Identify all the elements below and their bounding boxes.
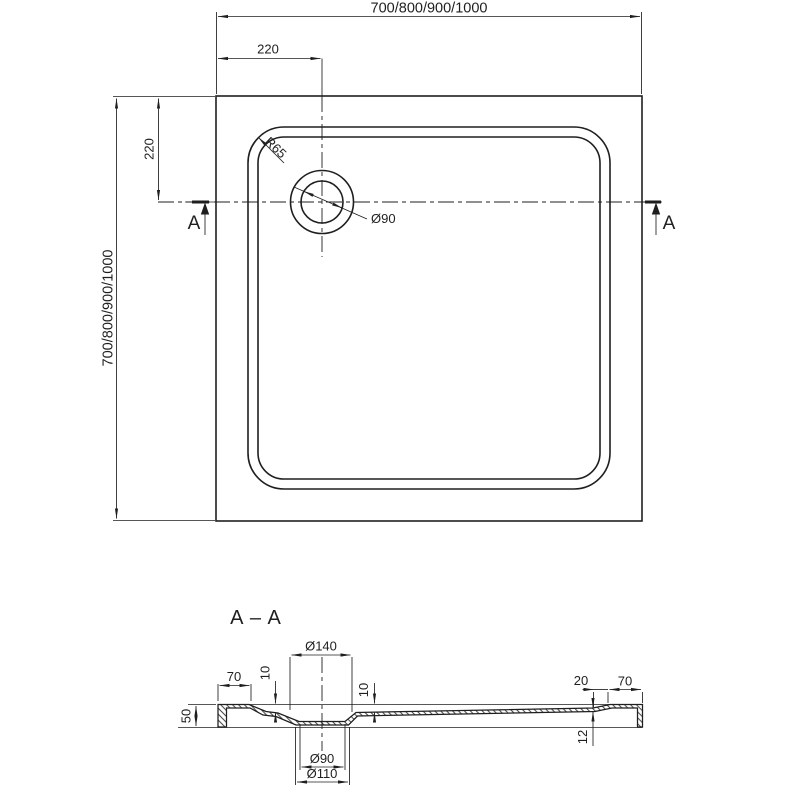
recess-top-extension-lines — [290, 657, 352, 712]
dim-drain-offset-x: 220 — [257, 41, 279, 57]
left-flange-extension-lines — [218, 684, 251, 701]
drain-diameter-arrow-1 — [304, 191, 312, 195]
dim-drain-hole-diameter: Ø90 — [309, 751, 335, 766]
dim-edge-thickness: 12 — [575, 729, 590, 745]
top-view — [101, 1, 676, 522]
height-extension-lines — [113, 97, 215, 521]
dim-recess-top-diameter: Ø140 — [305, 638, 337, 654]
dim-left-flange-width: 70 — [226, 669, 242, 684]
dim-left-step: 10 — [257, 665, 273, 681]
section-profile — [218, 705, 643, 728]
dim-right-step: 10 — [356, 682, 371, 698]
tray-rim-outer-line — [248, 127, 610, 489]
section-cut-arrow-right — [642, 202, 676, 235]
tray-rim-inner-line — [258, 137, 600, 479]
width-extension-lines — [217, 12, 642, 94]
section-marker-left-label: A — [187, 213, 201, 234]
section-cut-arrow-left — [185, 202, 214, 235]
section-view — [178, 607, 643, 785]
dim-right-flange-width: 70 — [617, 673, 633, 689]
drain-diameter-label: Ø90 — [371, 211, 396, 226]
dim-right-slope: 20 — [573, 673, 589, 688]
dim-tray-height: 50 — [178, 708, 194, 724]
dim-overall-width: 700/800/900/1000 — [370, 0, 488, 17]
right-flange-extension-lines — [608, 692, 643, 703]
section-title: A – A — [230, 607, 282, 629]
dim-drain-recess-diameter: Ø110 — [306, 766, 338, 781]
dim-drain-offset-y: 220 — [141, 138, 157, 160]
radius-label: R65 — [261, 133, 290, 162]
drain-diameter-arrow-2 — [334, 205, 342, 209]
section-marker-right-label: A — [662, 213, 676, 234]
dim-overall-height: 700/800/900/1000 — [100, 249, 117, 367]
